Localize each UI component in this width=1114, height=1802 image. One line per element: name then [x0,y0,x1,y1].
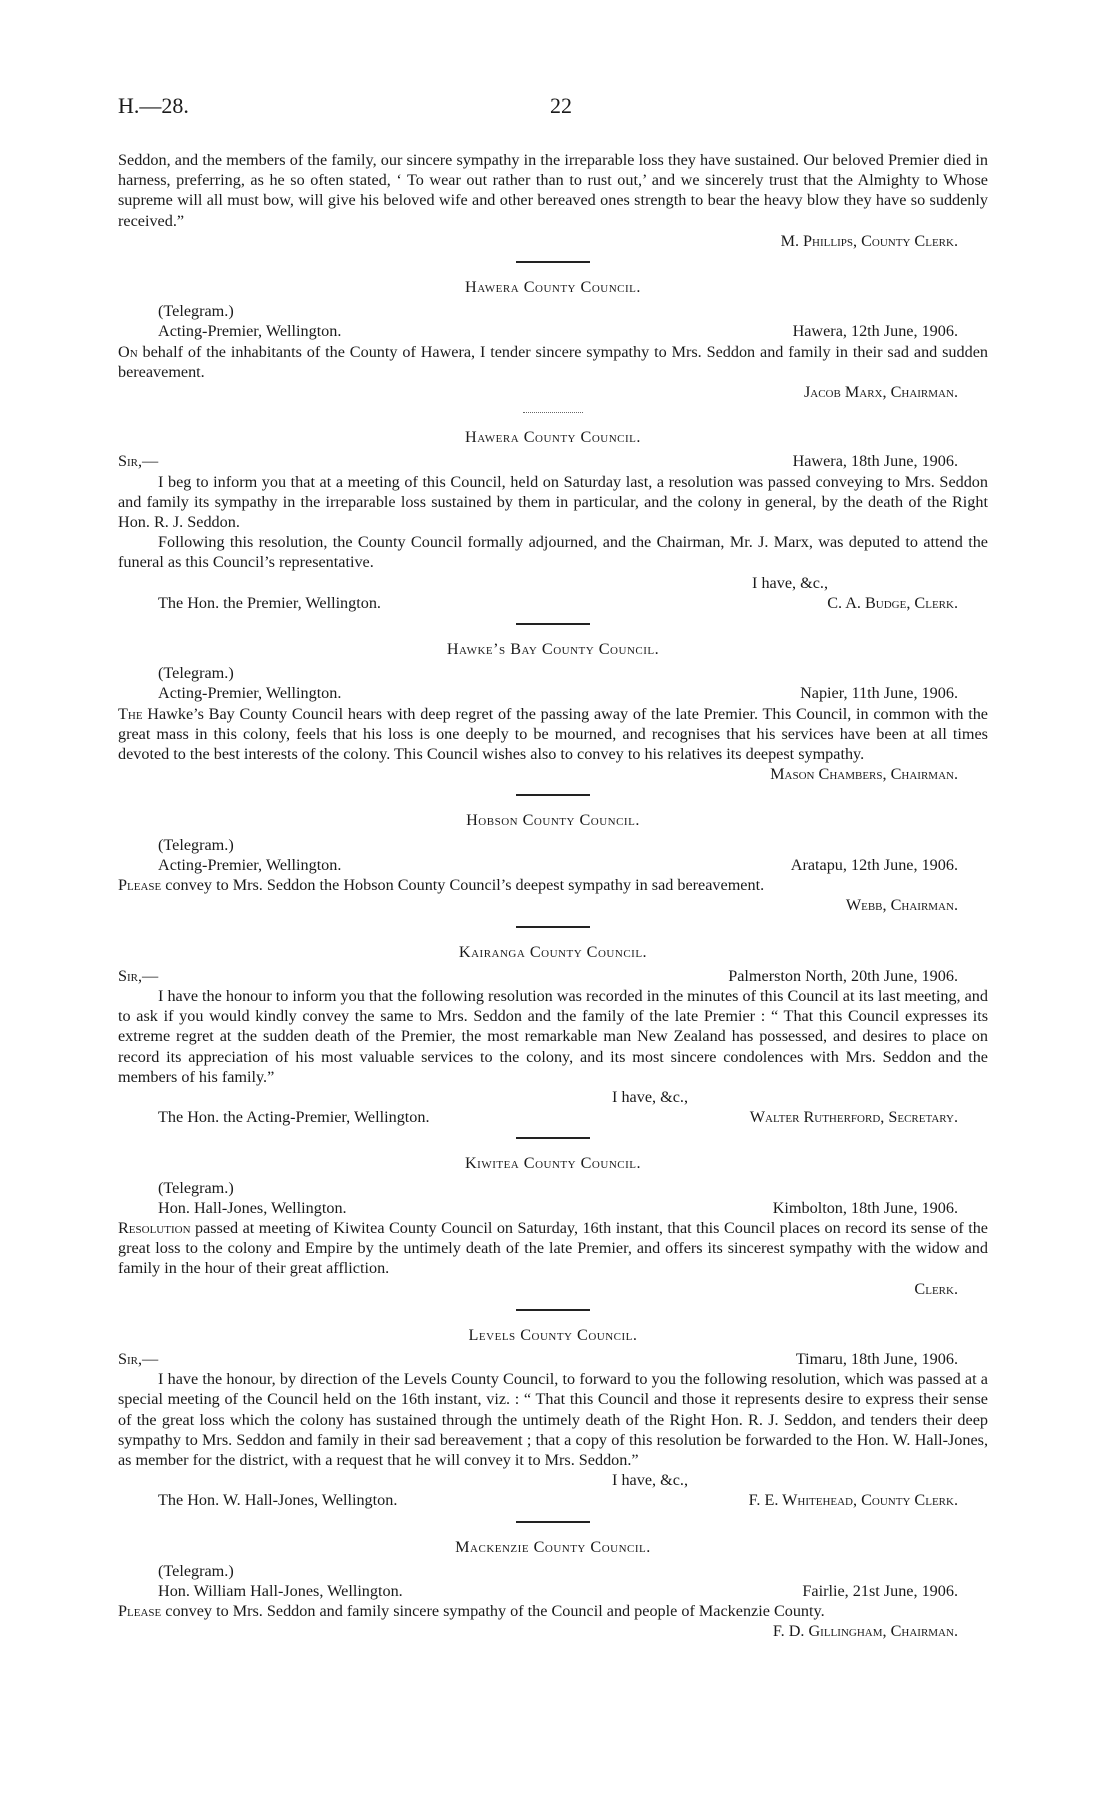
section-heading: Levels County Council. [468,1325,638,1344]
section-heading: Mackenzie County Council. [455,1537,651,1556]
place-date: Aratapu, 12th June, 1906. [790,855,958,874]
signature: Webb, Chairman. [845,896,958,915]
salutation-row [118,1349,988,1369]
address-row [118,1581,988,1601]
section-heading: Kairanga County Council. [458,942,648,961]
recipient: Hon. Hall-Jones, Wellington. [158,1198,347,1217]
place-date: Hawera, 12th June, 1906. [792,322,958,341]
place-date: Hawera, 18th June, 1906. [792,452,958,471]
hawkes-bay-section [118,639,988,784]
message-body: behalf of the inhabitants of the County of Hawera, I tender sincere sympathy to Mrs. Seddon and family in their sad and sudden bereavement. [118,342,988,381]
closing: I have, &c., [752,573,828,592]
salutation: Sir,— [118,966,159,985]
section-heading: Kiwitea County Council. [464,1154,642,1173]
place-date: Timaru, 18th June, 1906. [795,1349,958,1368]
recipient: Acting-Premier, Wellington. [158,684,342,703]
recipient: Acting-Premier, Wellington. [158,322,342,341]
letter-paragraph: I have the honour to inform you that the following resolution was recorded in the minutes of this Council at its last meeting, and to ask if you would kindly convey the same to Mrs. Seddon and the family of the late Premier : “ That this Council expresses its extreme regret at the sudden death of the Premier, the most remarkable man New Zealand has possessed, and desires to place on record its appreciation of his most valuable services to the colony, and its most sincere condolences with Mrs. Seddon and the members of his family.” [118,986,988,1086]
addressee-row [118,1107,988,1127]
section-heading: Hawera County Council. [465,428,641,447]
document-body [118,150,988,1644]
paper-reference: H.—28. [118,93,189,118]
intro-signature: M. Phillips, County Clerk. [780,231,958,250]
telegram-label: (Telegram.) [158,1561,234,1580]
addressee: The Hon. the Premier, Wellington. [158,593,381,612]
section-divider [516,794,590,796]
section-heading: Hawera County Council. [465,278,641,297]
letter-paragraph: I beg to inform you that at a meeting of this Council, held on Saturday last, a resolution was passed conveying to Mrs. Seddon and family its sympathy in the irreparable loss sustained by them in particular, and the colony in general, by the death of the Right Hon. R. J. Seddon. [118,472,988,532]
lead-word: Please [118,876,162,895]
signature: C. A. Budge, Clerk. [827,593,958,612]
section-divider [516,261,590,263]
intro-section [118,150,988,251]
section-divider [516,1521,590,1523]
recipient: Hon. William Hall-Jones, Wellington. [158,1581,403,1600]
addressee-row [118,593,988,613]
signature: F. E. Whitehead, County Clerk. [748,1491,958,1510]
addressee-row [118,1490,988,1510]
hawera-letter-section [118,427,988,613]
section-divider [516,1137,590,1139]
section-heading: Hobson County Council. [466,811,640,830]
message-text [118,1218,988,1279]
message-text [118,704,988,765]
lead-word: On [118,342,138,361]
message-text [118,875,988,895]
addressee: The Hon. W. Hall-Jones, Wellington. [158,1491,398,1510]
address-row [118,683,988,703]
salutation-row [118,966,988,986]
address-row [118,1198,988,1218]
signature: F. D. Gillingham, Chairman. [772,1622,958,1641]
closing: I have, &c., [612,1087,688,1106]
signature: Jacob Marx, Chairman. [803,383,958,402]
message-body: convey to Mrs. Seddon and family sincere sympathy of the Council and people of Mackenzie County. [161,1602,825,1621]
address-row [118,855,988,875]
place-date: Kimbolton, 18th June, 1906. [772,1198,958,1217]
telegram-label: (Telegram.) [158,302,234,321]
addressee: The Hon. the Acting-Premier, Wellington. [158,1108,430,1127]
message-body: Hawke’s Bay County Council hears with deep regret of the passing away of the late Premier. This Council, in common with the great mass in this colony, feels that his loss is one deeply to be mourned, and recognises that his services have been at all times devoted to the best interests of the colony. This Council wishes also to convey to his relatives its deepest sympathy. [118,704,988,764]
mackenzie-section [118,1537,988,1642]
section-heading: Hawke’s Bay County Council. [446,640,660,659]
letter-paragraph: Following this resolution, the County Council formally adjourned, and the Chairman, Mr. J. Marx, was deputed to attend the funeral as this Council’s representative. [118,533,988,572]
place-date: Napier, 11th June, 1906. [800,684,958,703]
section-divider [516,623,590,625]
section-divider [523,412,583,413]
place-date: Palmerston North, 20th June, 1906. [728,966,958,985]
message-text [118,342,988,382]
closing: I have, &c., [612,1471,688,1490]
page-number: 22 [550,93,572,118]
telegram-label: (Telegram.) [158,835,234,854]
kairanga-section [118,942,988,1128]
recipient: Acting-Premier, Wellington. [158,855,342,874]
message-body: passed at meeting of Kiwitea County Council on Saturday, 16th instant, that this Council places on record its sense of the great loss to the colony and Empire by the untimely death of the late Premier, and offers its sincerest sympathy with the widow and family in the hour of their great affliction. [118,1218,988,1278]
letter-paragraph: I have the honour, by direction of the Levels County Council, to forward to you the following resolution, which was passed at a special meeting of the Council held on the 16th instant, viz. : “ That this Council and those it represents desire to express their sense of the great loss which the colony has sustained through the untimely death of the Right Hon. R. J. Seddon, and tenders their deep sympathy to Mrs. Seddon and family in their sad bereavement ; that a copy of this resolution be forwarded to the Hon. W. Hall-Jones, as member for the district, with a request that he will convey it to Mrs. Seddon.” [118,1370,988,1469]
telegram-label: (Telegram.) [158,1178,234,1197]
section-divider [516,926,590,928]
lead-word: The [118,704,143,723]
telegram-label: (Telegram.) [158,664,234,683]
page-header [118,93,988,126]
signature: Walter Rutherford, Secretary. [749,1108,958,1127]
lead-word: Please [118,1602,162,1621]
levels-section [118,1325,988,1511]
kiwitea-section [118,1153,988,1298]
hawera-telegram-section [118,277,988,402]
salutation: Sir,— [118,1349,159,1368]
address-row [118,321,988,341]
salutation-row [118,451,988,471]
lead-word: Resolution [118,1218,191,1237]
salutation: Sir,— [118,452,159,471]
section-divider [516,1309,590,1311]
signature: Mason Chambers, Chairman. [770,765,958,784]
signature: Clerk. [914,1279,958,1298]
message-text [118,1601,988,1621]
message-body: convey to Mrs. Seddon the Hobson County Council’s deepest sympathy in sad bereavement. [161,876,765,895]
place-date: Fairlie, 21st June, 1906. [802,1581,958,1600]
hobson-section [118,810,988,915]
intro-text: Seddon, and the members of the family, our sincere sympathy in the irreparable loss they have sustained. Our beloved Premier died in harness, preferring, as he so often stated, ‘ To wear out rather than to rust out,’ and we sincerely trust that the Almighty to Whose supreme will all must bow, will give his beloved wife and other bereaved ones strength to bear the heavy blow they have so suddenly received.” [118,151,988,230]
